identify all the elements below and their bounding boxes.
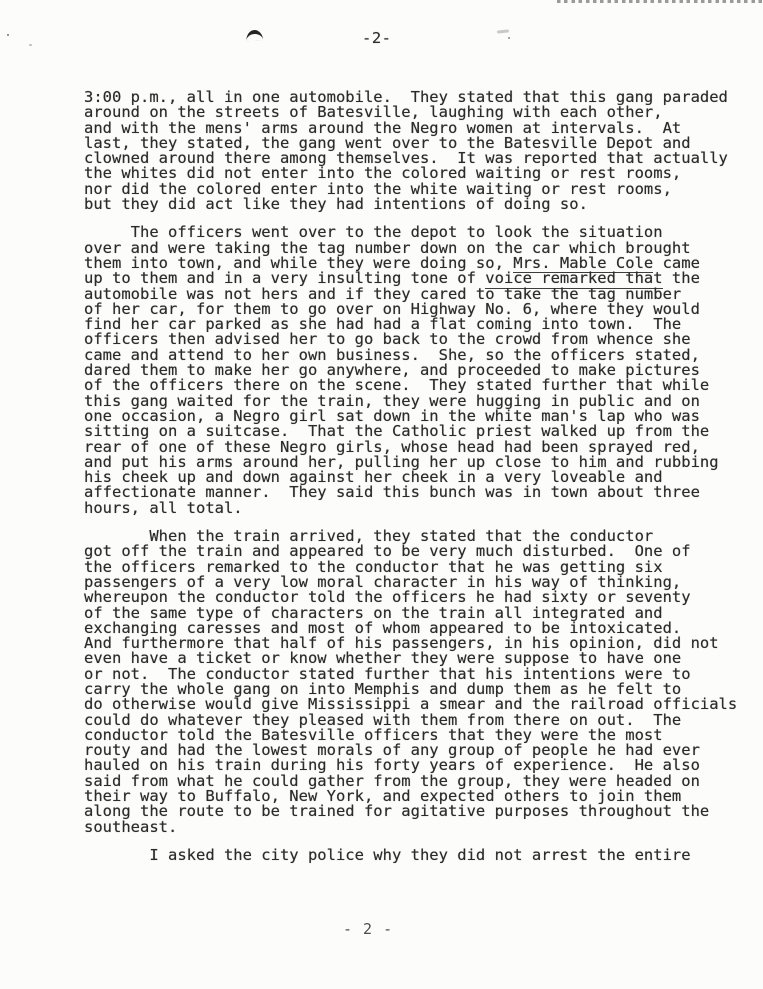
text-line: got off the train and appeared to be very much disturbed. One of — [84, 542, 691, 561]
paragraph — [84, 845, 737, 864]
text-line: even have a ticket or know whether they were suppose to have one — [84, 649, 682, 668]
document-text — [84, 90, 737, 876]
paper-speck — [508, 37, 510, 39]
paper-speck — [497, 29, 509, 33]
text-line: last, they stated, the gang went over to the Batesville Depot and — [84, 133, 691, 152]
text-line: said from what he could gather from the group, they were headed on — [84, 771, 700, 790]
page-footer-number: - 2 - — [343, 920, 394, 938]
text-line: or not. The conductor stated further that his intentions were to — [84, 664, 691, 683]
text-segment: up to them and in a very insulting tone of — [84, 269, 486, 288]
text-line: over and were taking the tag number down on the car which brought — [84, 238, 691, 257]
paragraph — [84, 529, 737, 835]
text-line: their way to Buffalo, New York, and expected others to join them — [84, 787, 682, 806]
underlined-text: Mrs. Mable Cole — [513, 253, 654, 272]
text-line: do otherwise would give Mississippi a smear and the railroad officials — [84, 695, 738, 714]
text-line: affectionate manner. They said this bunch was in town about three — [84, 483, 700, 502]
text-line: And furthermore that half of his passengers, in his opinion, did not — [84, 634, 719, 653]
text-segment: came — [653, 253, 700, 272]
text-line: one occasion, a Negro girl sat down in the white man's lap who was — [84, 406, 700, 425]
text-line: 3:00 p.m., all in one automobile. They stated that this gang paraded — [84, 88, 728, 106]
text-line: of the officers there on the scene. They stated further that while — [84, 376, 710, 395]
text-line: whereupon the conductor told the officers he had sixty or seventy — [84, 588, 691, 607]
text-line: exchanging caresses and most of whom appeared to be intoxicated. — [84, 618, 682, 637]
text-line: rear of one of these Negro girls, whose head had been sprayed red, — [84, 437, 700, 456]
underlined-text: voice remarked that — [485, 269, 663, 288]
text-line: the whites did not enter into the colored waiting or rest rooms, — [84, 164, 682, 183]
text-segment: the — [662, 269, 700, 288]
perforation-dots — [557, 0, 763, 3]
text-line: clowned around there among themselves. It was reported that actually — [84, 149, 728, 168]
text-line: passengers of a very low moral character in his way of thinking, — [84, 572, 682, 591]
ink-smudge — [246, 30, 264, 42]
text-line: along the route to be trained for agitative purposes throughout the — [84, 802, 710, 821]
text-line: sitting on a suitcase. That the Catholic priest walked up from the — [84, 422, 710, 441]
text-line: routy and had the lowest morals of any group of people he had ever — [84, 741, 700, 760]
text-line: hours, all total. — [84, 498, 243, 517]
text-line: southeast. — [84, 817, 178, 836]
text-line: hauled on his train during his forty years of experience. He also — [84, 756, 700, 775]
text-line: of the same type of characters on the train all integrated and — [84, 603, 663, 622]
text-line: could do whatever they pleased with them from there on out. The — [84, 710, 682, 729]
text-line: conductor told the Batesville officers that they were the most — [84, 725, 663, 744]
text-line: the officers remarked to the conductor that he was getting six — [84, 557, 663, 576]
text-line: The officers went over to the depot to look the situation — [84, 223, 663, 242]
text-line: officers then advised her to go back to the crowd from whence she — [84, 330, 691, 349]
text-line: find her car parked as she had had a flat coming into town. The — [84, 315, 682, 334]
text-line: of her car, for them to go over on Highway No. 6, where they would — [84, 299, 700, 318]
paper-speck — [7, 34, 9, 36]
text-line: carry the whole gang on into Memphis and dump them as he felt to — [84, 679, 682, 698]
text-line: dared them to make her go anywhere, and proceeded to make pictures — [84, 361, 700, 380]
text-line: around on the streets of Batesville, laughing with each other, — [84, 103, 663, 122]
text-line: came and attend to her own business. She, so the officers stated, — [84, 345, 700, 364]
text-line: I asked the city police why they did not arrest the entire — [84, 845, 691, 864]
text-line: and put his arms around her, pulling her up close to him and rubbing — [84, 452, 719, 471]
text-line: nor did the colored enter into the white waiting or rest rooms, — [84, 179, 672, 198]
text-line: but they did act like they had intentions of doing so. — [84, 195, 588, 214]
text-line: this gang waited for the train, they were hugging in public and on — [84, 391, 700, 410]
text-line: automobile was not hers and if they cared to take the tag number — [84, 284, 682, 303]
paragraph — [84, 90, 737, 212]
paper-speck — [29, 44, 32, 46]
text-segment: them into town, and while they were doing so, — [84, 253, 514, 272]
text-line: When the train arrived, they stated that the conductor — [84, 527, 654, 546]
paragraph — [84, 225, 737, 516]
text-line: his cheek up and down against her cheek in a very loveable and — [84, 468, 663, 487]
page-header-number: -2- — [362, 29, 392, 47]
text-line: and with the mens' arms around the Negro women at intervals. At — [84, 118, 682, 137]
